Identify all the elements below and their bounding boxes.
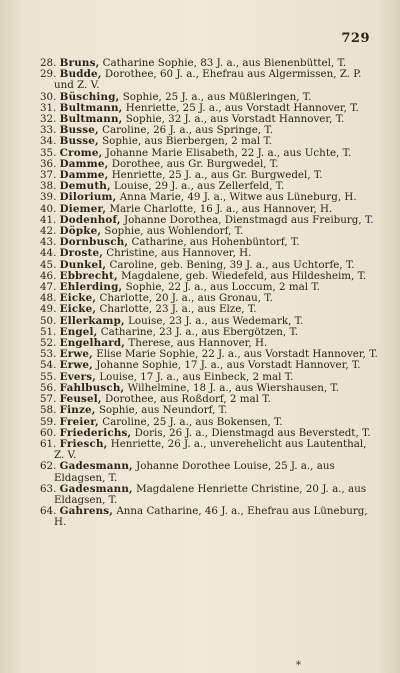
entry-name: Feusel, <box>59 393 102 406</box>
entry-number: 34. <box>40 135 57 148</box>
list-item <box>40 506 378 528</box>
footer-mark: * <box>296 660 301 671</box>
entry-name: Eicke, <box>59 292 97 305</box>
entry-details: Caroline, 26 J. a., aus Springe, T. <box>102 124 273 137</box>
entry-details: Dorothee, 60 J. a., Ehefrau aus Algermissen, Z. P. und Z. V. <box>54 68 362 92</box>
entry-details: Sophie, 32 J. a., aus Vorstadt Hannover, T. <box>125 113 345 126</box>
entry-number: 45. <box>40 258 57 271</box>
list-item <box>40 461 378 483</box>
entry-details: Anna Catharine, 46 J. a., Ehefrau aus Lüneburg, H. <box>54 505 368 529</box>
entry-details: Louise, 23 J. a., aus Wedemark, T. <box>128 314 304 327</box>
entry-details: Catharine Sophie, 83 J. a., aus Bienenbüttel, T. <box>102 57 347 69</box>
entry-details: Marie Charlotte, 16 J. a., aus Hannover, H. <box>109 202 333 215</box>
entry-details: Louise, 17 J. a., aus Einbeck, 2 mal T. <box>99 370 294 383</box>
entry-name: Droste, <box>59 247 103 260</box>
entry-name: Friesch, <box>59 437 108 450</box>
entry-name: Damme, <box>59 157 109 170</box>
entry-details: Anna Marie, 49 J. a., Witwe aus Lüneburg, H. <box>119 191 357 204</box>
entry-number: 51. <box>40 325 57 338</box>
entry-name: Döpke, <box>59 225 102 238</box>
entry-name: Gadesmann, <box>59 460 133 473</box>
entry-number: 31. <box>40 101 57 114</box>
entry-number: 28. <box>40 57 57 69</box>
entry-name: Engel, <box>59 325 98 338</box>
entry-name: Ehlerding, <box>59 281 123 294</box>
list-item <box>40 484 378 506</box>
entry-number: 36. <box>40 157 57 170</box>
entry-number: 53. <box>40 348 57 361</box>
entry-details: Catharine, aus Hohenbüntorf, T. <box>131 236 300 249</box>
entry-name: Evers, <box>59 370 97 383</box>
entry-details: Sophie, 25 J. a., aus Müßleringen, T. <box>122 90 312 103</box>
entry-number: 48. <box>40 292 57 305</box>
entry-number: 64. <box>40 505 57 518</box>
entry-name: Crome, <box>59 146 103 159</box>
page-number: 729 <box>341 31 370 46</box>
entry-number: 46. <box>40 269 57 282</box>
entry-details: Henriette, 25 J. a., aus Vorstadt Hannover, T. <box>125 101 359 114</box>
entry-name: Ellerkamp, <box>59 314 125 327</box>
entry-details: Sophie, aus Wohlendorf, T. <box>104 225 244 238</box>
entry-details: Charlotte, 20 J. a., aus Gronau, T. <box>99 292 273 305</box>
entry-number: 35. <box>40 146 57 159</box>
entry-number: 61. <box>40 437 57 450</box>
entry-name: Büsching, <box>59 90 120 103</box>
entry-name: Bultmann, <box>59 101 123 114</box>
entry-name: Bultmann, <box>59 113 123 126</box>
entry-number: 39. <box>40 191 57 204</box>
entry-number: 43. <box>40 236 57 249</box>
entry-details: Sophie, aus Neundorf, T. <box>98 404 228 417</box>
entry-name: Budde, <box>59 68 102 81</box>
entry-details: Charlotte, 23 J. a., aus Elze, T. <box>99 303 257 316</box>
entry-name: Erwe, <box>59 348 93 361</box>
entry-number: 44. <box>40 247 57 260</box>
entry-number: 55. <box>40 370 57 383</box>
entry-name: Dilorium, <box>59 191 117 204</box>
entry-name: Eicke, <box>59 303 97 316</box>
entry-number: 47. <box>40 281 57 294</box>
entry-number: 52. <box>40 337 57 350</box>
entry-details: Sophie, aus Bierbergen, 2 mal T. <box>102 135 273 148</box>
list-item <box>40 439 378 461</box>
entry-name: Busse, <box>59 135 99 148</box>
entry-details: Henriette, 25 J. a., aus Gr. Burgwedel, T. <box>111 169 323 182</box>
entry-number: 54. <box>40 359 57 372</box>
list-item <box>40 69 378 91</box>
entry-details: Sophie, 22 J. a., aus Loccum, 2 mal T. <box>125 281 320 294</box>
entry-details: Caroline, geb. Bening, 39 J. a., aus Uchtorfe, T. <box>109 258 355 271</box>
entry-number: 30. <box>40 90 57 103</box>
entry-number: 40. <box>40 202 57 215</box>
entry-details: Johanne Sophie, 17 J. a., aus Vorstadt Hannover, T. <box>96 359 361 372</box>
entry-number: 62. <box>40 460 57 473</box>
entry-number: 33. <box>40 124 57 137</box>
entry-name: Engelhard, <box>59 337 126 350</box>
entry-number: 42. <box>40 225 57 238</box>
entry-details: Caroline, 25 J. a., aus Bokensen, T. <box>102 415 283 428</box>
entry-name: Erwe, <box>59 359 93 372</box>
entry-details: Christine, aus Hannover, H. <box>106 247 252 260</box>
entry-name: Demuth, <box>59 180 111 193</box>
entry-name: Fahlbusch, <box>59 381 125 394</box>
entry-name: Busse, <box>59 124 99 137</box>
entry-name: Gadesmann, <box>59 482 133 495</box>
entry-details: Dorothee, aus Roßdorf, 2 mal T. <box>104 393 271 406</box>
entry-details: Catharine, 23 J. a., aus Ebergötzen, T. <box>100 325 299 338</box>
entry-number: 58. <box>40 404 57 417</box>
entry-details: Henriette, 26 J. a., unverehelicht aus Lautenthal, Z. V. <box>54 437 367 462</box>
entry-number: 63. <box>40 482 57 495</box>
entry-name: Freier, <box>59 415 99 428</box>
entry-name: Dornbusch, <box>59 236 129 249</box>
entry-number: 29. <box>40 68 57 81</box>
entry-details: Louise, 29 J. a., aus Zellerfeld, T. <box>114 180 285 193</box>
entry-name: Friederichs, <box>59 426 132 439</box>
entry-details: Magdalene Henriette Christine, 20 J. a., aus Eldagsen, T. <box>54 482 367 506</box>
entry-number: 41. <box>40 213 57 226</box>
entry-details: Johanne Dorothee Louise, 25 J. a., aus Eldagsen, T. <box>54 460 335 484</box>
entry-number: 57. <box>40 393 57 406</box>
entry-number: 60. <box>40 426 57 439</box>
entry-details: Dorothee, aus Gr. Burgwedel, T. <box>111 157 279 170</box>
entry-details: Magdalene, geb. Wiedefeld, aus Hildesheim, T. <box>121 269 367 282</box>
entry-number: 50. <box>40 314 57 327</box>
entry-name: Damme, <box>59 169 109 182</box>
entry-name: Dunkel, <box>59 258 107 271</box>
entry-details: Johanne Marie Elisabeth, 22 J. a., aus Uchte, T. <box>105 146 352 159</box>
entry-number: 49. <box>40 303 57 316</box>
entry-name: Diemer, <box>59 202 107 215</box>
entry-name: Finze, <box>59 404 96 417</box>
entry-name: Dodenhof, <box>59 213 121 226</box>
entry-number: 38. <box>40 180 57 193</box>
entry-number: 32. <box>40 113 57 126</box>
entry-details: Doris, 26 J. a., Dienstmagd aus Beverstedt, T. <box>134 426 371 439</box>
entry-details: Elise Marie Sophie, 22 J. a., aus Vorstadt Hannover, T. <box>96 348 378 361</box>
entry-list <box>40 58 378 529</box>
entry-details: Therese, aus Hannover, H. <box>128 337 268 350</box>
entry-details: Wilhelmine, 18 J. a., aus Wiershausen, T. <box>127 381 340 394</box>
entry-number: 59. <box>40 415 57 428</box>
entry-details: Johanne Dorothea, Dienstmagd aus Freiburg, T. <box>123 213 374 226</box>
entry-name: Gahrens, <box>59 505 114 518</box>
entry-name: Ebbrecht, <box>59 269 118 282</box>
entry-number: 37. <box>40 169 57 182</box>
entry-number: 56. <box>40 381 57 394</box>
entry-name: Bruns, <box>59 57 100 69</box>
